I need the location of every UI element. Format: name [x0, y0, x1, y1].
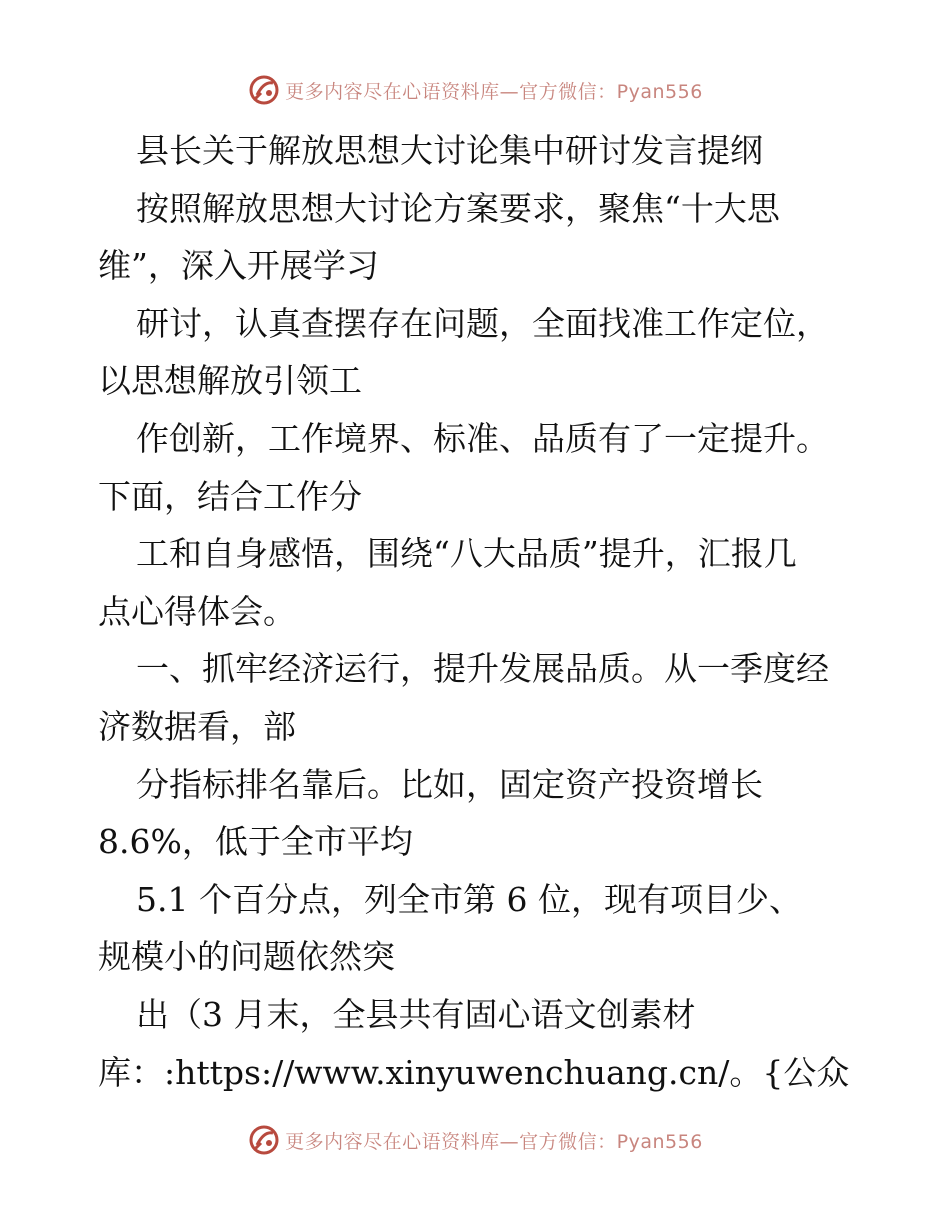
- text-line: 工和自身感悟，围绕“八大品质”提升，汇报几: [136, 534, 797, 574]
- text-line: 点心得体会。: [98, 591, 296, 631]
- text-line: 按照解放思想大讨论方案要求，聚焦“十大思: [136, 188, 780, 228]
- text-line: 济数据看，部: [98, 706, 296, 746]
- text-line: 5.1 个百分点，列全市第 6 位，现有项目少、: [136, 879, 802, 919]
- text-line: 出（3 月末，全县共有固心语文创素材: [136, 994, 696, 1034]
- document-body: [98, 122, 868, 1101]
- text-line: 县长关于解放思想大讨论集中研讨发言提纲: [136, 131, 763, 170]
- footer-banner: [0, 1120, 950, 1160]
- header-banner: [0, 70, 950, 110]
- header-banner-text: 更多内容尽在心语资料库—官方微信：Pyan556: [285, 80, 703, 103]
- text-line: 研讨，认真查摆存在问题，全面找准工作定位，: [136, 303, 829, 343]
- text-line: 库：:https://www.xinyuwenchuang.cn/。{公众: [98, 1052, 850, 1092]
- text-line: 8.6%，低于全市平均: [98, 822, 413, 862]
- brand-logo-icon: [247, 1123, 281, 1157]
- text-line: 规模小的问题依然突: [98, 937, 395, 977]
- text-line: 下面，结合工作分: [98, 476, 362, 516]
- brand-logo-icon: [247, 73, 281, 107]
- text-line: 一、抓牢经济运行，提升发展品质。从一季度经: [136, 649, 829, 689]
- footer-banner-text: 更多内容尽在心语资料库—官方微信：Pyan556: [285, 1130, 703, 1153]
- text-line: 维”，深入开展学习: [98, 246, 379, 286]
- text-line: 分指标排名靠后。比如，固定资产投资增长: [136, 764, 763, 804]
- text-line: 以思想解放引领工: [98, 361, 362, 401]
- text-line: 作创新，工作境界、标准、品质有了一定提升。: [136, 418, 829, 458]
